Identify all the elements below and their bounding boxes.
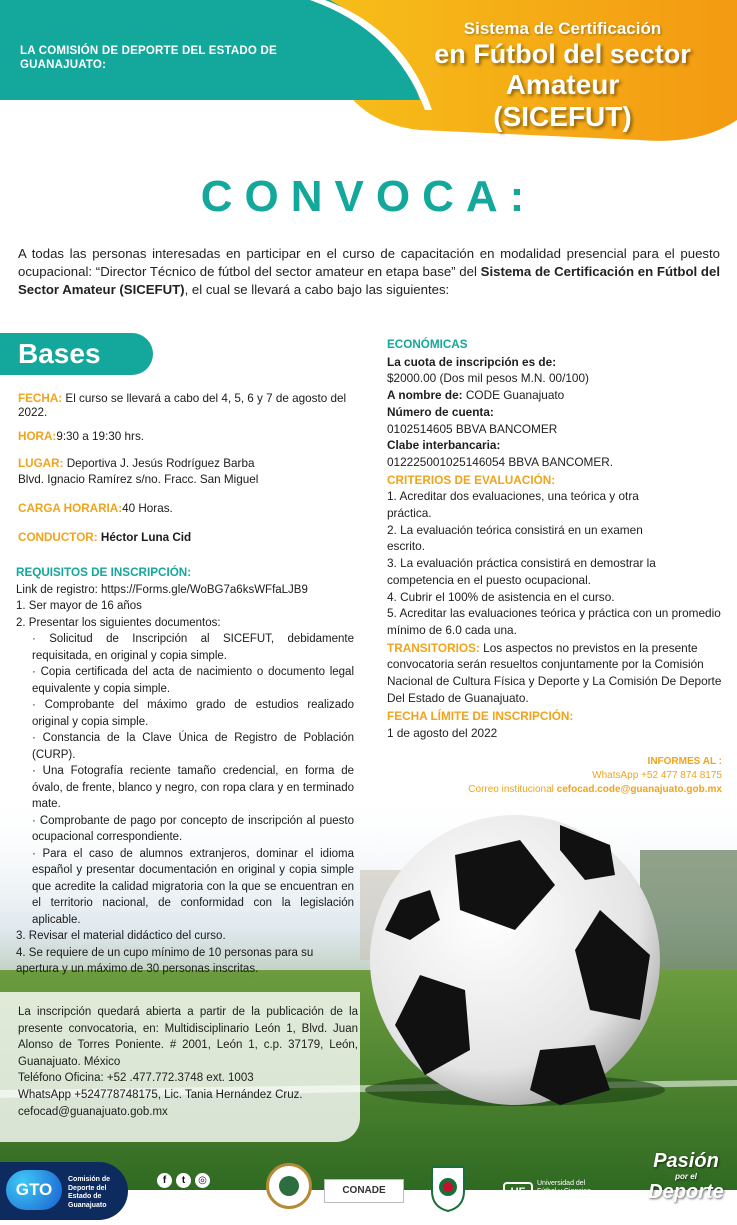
- registration-phone: Teléfono Oficina: +52 .477.772.3748 ext. 1003: [18, 1072, 254, 1085]
- website-link[interactable]: codegto.gob.mx: [143, 1193, 236, 1207]
- ufd-logo: [503, 1180, 603, 1204]
- registration-link[interactable]: Link de registro: https://Forms.gle/WoBG7a6ksWFfaLJB9: [16, 583, 308, 596]
- criterio-item: 5. Acreditar las evaluaciones teórica y práctica con un promedio mínimo de 6.0 cada una.: [387, 606, 721, 637]
- registration-info: [18, 1004, 358, 1120]
- carga-row: [18, 502, 173, 515]
- pasion-word: Pasión: [653, 1150, 719, 1172]
- criterio-item: 1. Acreditar dos evaluaciones, una teórica y otra práctica.: [387, 489, 639, 521]
- conductor-value: Héctor Luna Cid: [100, 531, 192, 544]
- por-el-word: por el: [675, 1172, 697, 1181]
- clabe-label: Clabe interbancaria:: [387, 438, 501, 453]
- requisito-2: 2. Presentar los siguientes documentos:: [16, 616, 221, 629]
- system-title: [405, 18, 720, 133]
- document-item: · Para el caso de alumnos extranjeros, dominar el idioma español y presentar documentación en original y copia simple que acredite la calidad migratoria con la que se encuentran en el territorio nacional, de conformidad con la legislación aplicable.: [32, 847, 354, 926]
- registration-text: La inscripción quedará abierta a partir de la publicación de la presente convocatoria, en: Multidisciplinario León 1, Blvd. Juan Alonso de Torres Poniente. # 2001, León 1, c.p. 37179, León, Guanajuato. México: [18, 1006, 358, 1068]
- convoca-heading: CONVOCA:: [200, 172, 537, 221]
- conductor-row: [18, 531, 191, 544]
- criterio-item: 2. La evaluación teórica consistirá en un examen escrito.: [387, 522, 643, 554]
- criterios-title: CRITERIOS DE EVALUACIÓN:: [387, 472, 556, 487]
- pasion-por-el-deporte-logo: [636, 1150, 736, 1203]
- cuota-label: La cuota de inscripción es de:: [387, 354, 557, 369]
- document-item: · Comprobante del máximo grado de estudios realizado original y copia simple.: [32, 699, 354, 728]
- document-item: · Comprobante de pago por concepto de inscripción al puesto ocupacional correspondiente.: [32, 814, 354, 843]
- fecha-limite-value: 1 de agosto del 2022: [387, 726, 498, 741]
- instagram-icon[interactable]: ◎: [195, 1173, 210, 1188]
- lugar-row: [18, 456, 258, 488]
- hora-value: 9:30 a 19:30 hrs.: [56, 430, 145, 443]
- fmf-shield-icon: [428, 1163, 468, 1213]
- intro-part2: , el cual se llevará a cabo bajo las siguientes:: [184, 282, 450, 297]
- carga-label: CARGA HORARIA:: [18, 502, 123, 515]
- transitorios-label: TRANSITORIOS:: [387, 640, 480, 655]
- ufd-text: Universidad del Fútbol y Ciencias del Deporte: [537, 1180, 591, 1203]
- fecha-value: El curso se llevará a cabo del 4, 5, 6 y 7 de agosto del 2022.: [18, 392, 347, 419]
- conductor-label: CONDUCTOR:: [18, 531, 98, 544]
- requisitos-title: REQUISITOS DE INSCRIPCIÓN:: [16, 566, 192, 579]
- cuenta-label: Número de cuenta:: [387, 404, 494, 419]
- system-title-line4: (SICEFUT): [493, 101, 632, 132]
- intro-part1: A todas las personas interesadas en participar en el curso de capacitación en modalidad presencial para el puesto ocupacional: “Director Técnico de fútbol del sector amateur en etapa base” del: [18, 246, 720, 279]
- bases-tab: Bases: [0, 333, 153, 375]
- facebook-icon[interactable]: f: [157, 1173, 172, 1188]
- ufd-mark-icon: UF: [503, 1182, 533, 1202]
- intro-bold: Sistema de Certificación en Fútbol del Sector Amateur (SICEFUT): [18, 264, 720, 297]
- hora-row: [18, 430, 144, 443]
- seal-logo: [266, 1163, 312, 1209]
- intro-paragraph: [18, 245, 720, 299]
- clabe-value: 012225001025146054 BBVA BANCOMER.: [387, 454, 614, 469]
- document-item: · Una Fotografía reciente tamaño credencial, en forma de óvalo, de frente, blanco y negro, con ropa clara y en terminado mate.: [32, 765, 354, 810]
- organization-name: LA COMISIÓN DE DEPORTE DEL ESTADO DE GUANAJUATO:: [20, 45, 277, 71]
- system-title-line2: en Fútbol del sector: [434, 39, 691, 69]
- system-title-line3: Amateur: [505, 69, 620, 100]
- registration-email[interactable]: cefocad@guanajuato.gob.mx: [18, 1105, 168, 1118]
- requisito-3: 3. Revisar el material didáctico del curso.: [16, 930, 226, 942]
- criterio-item: 3. La evaluación práctica consistirá en demostrar la competencia en el puesto ocupacional.: [387, 556, 656, 587]
- cuenta-value: 0102514605 BBVA BANCOMER: [387, 421, 558, 436]
- cuota-value: $2000.00 (Dos mil pesos M.N. 00/100): [387, 371, 589, 386]
- registration-whatsapp: WhatsApp +524778748175, Lic. Tania Hernández Cruz.: [18, 1088, 303, 1101]
- lugar-label: LUGAR:: [18, 457, 64, 470]
- right-column: [387, 337, 722, 742]
- document-item: · Copia certificada del acta de nacimiento o documento legal equivalente y copia simple.: [32, 666, 354, 695]
- system-title-line1: Sistema de Certificación: [463, 19, 662, 38]
- informes-correo-label: Correo institucional: [468, 784, 557, 795]
- document-item: · Constancia de la Clave Única de Registro de Población (CURP).: [32, 732, 354, 761]
- carga-value: 40 Horas.: [122, 502, 173, 515]
- requisito-1: 1. Ser mayor de 16 años: [16, 600, 142, 612]
- fecha-limite-label: FECHA LÍMITE DE INSCRIPCIÓN:: [387, 709, 574, 724]
- fecha-label: FECHA:: [18, 392, 63, 405]
- lugar-value-1: Deportiva J. Jesús Rodríguez Barba: [66, 457, 255, 470]
- economicas-title: ECONÓMICAS: [387, 338, 468, 351]
- informes-block: [440, 755, 722, 797]
- nombre-label: A nombre de:: [387, 388, 463, 403]
- conade-logo: CONADE: [324, 1179, 404, 1203]
- hora-label: HORA:: [18, 430, 57, 443]
- lugar-value-2: Blvd. Ignacio Ramírez s/no. Fracc. San Miguel: [18, 473, 259, 486]
- twitter-icon[interactable]: t: [176, 1173, 191, 1188]
- deporte-word: Deporte: [648, 1181, 724, 1203]
- informes-whatsapp: WhatsApp +52 477 874 8175: [592, 770, 722, 781]
- requisito-4: 4. Se requiere de un cupo mínimo de 10 personas para su apertura y un máximo de 30 personas inscritas.: [16, 946, 314, 975]
- informes-correo[interactable]: cefocad.code@guanajuato.gob.mx: [556, 784, 722, 795]
- nombre-value: CODE Guanajuato: [462, 388, 565, 403]
- social-icons: [157, 1170, 214, 1188]
- transitorios-text: Los aspectos no previstos en la presente convocatoria serán resueltos conjuntamente por la Comisión Nacional de Cultura Física y Deporte y La Comisión De Deporte Del Estado de Guanajuato.: [387, 640, 722, 705]
- gto-text: Comisión de Deporte del Estado de Guanajuato: [68, 1176, 111, 1209]
- criterio-item: 4. Cubrir el 100% de asistencia en el curso.: [387, 589, 615, 604]
- informes-title: INFORMES AL :: [647, 756, 722, 767]
- requisitos-section: [16, 565, 354, 978]
- document-item: · Solicitud de Inscripción al SICEFUT, debidamente requisitada, en original y copia simple.: [32, 633, 354, 662]
- gto-logo: GTO: [6, 1170, 62, 1210]
- fecha-row: [18, 392, 348, 420]
